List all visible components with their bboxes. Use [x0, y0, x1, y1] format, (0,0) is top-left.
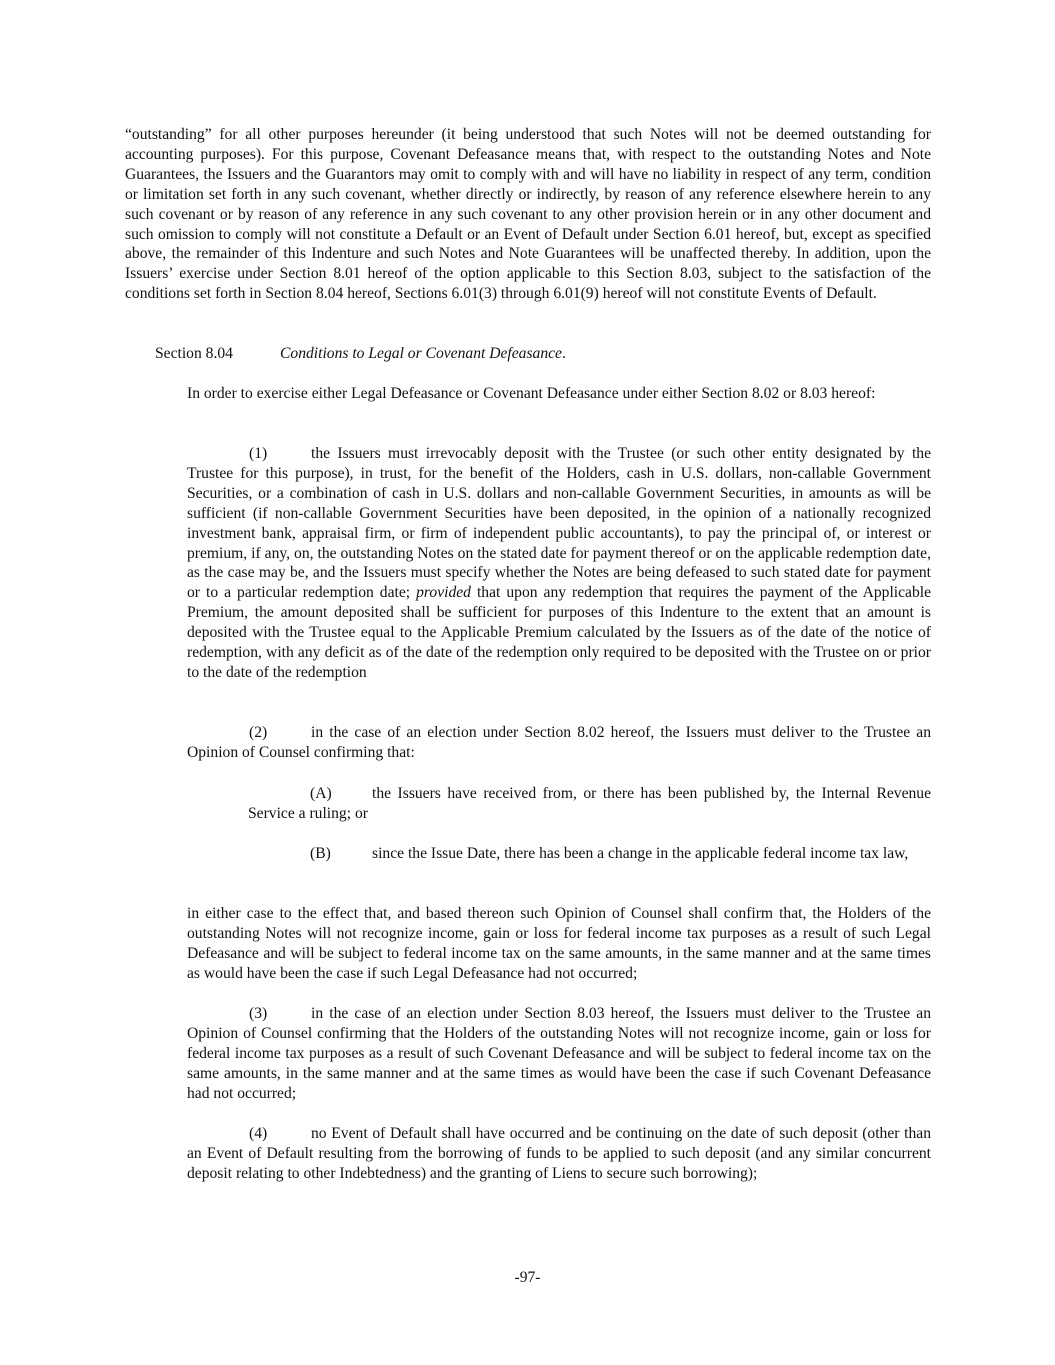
lead-paragraph: In order to exercise either Legal Defeasance or Covenant Defeasance under either Section 8.02 or 8.03 hereof: — [187, 385, 876, 402]
section-heading — [155, 344, 931, 364]
clause-2-number: (2) — [249, 724, 268, 741]
clause-4-number: (4) — [249, 1125, 268, 1142]
clause-2-a-text: the Issuers have received from, or there has been published by, the Internal Revenue Service a ruling; or — [248, 785, 931, 822]
section-title-period: . — [561, 345, 566, 362]
clause-2-a-number: (A) — [310, 785, 332, 802]
clause-4 — [187, 1124, 931, 1184]
clause-2-b-text: since the Issue Date, there has been a change in the applicable federal income tax law, — [372, 845, 909, 862]
clause-2-b-number: (B) — [310, 845, 331, 862]
clause-4-text: no Event of Default shall have occurred and be continuing on the date of such deposit (other than an Event of Default resulting from the borrowing of funds to be applied to such deposit (and any similar concurrent deposit relating to other Indebtedness) and the granting of Liens to secure such borrowing); — [187, 1125, 931, 1182]
clause-1-text-b: that upon any redemption that requires the payment of the Applicable Premium, the amount deposited shall be sufficient for purposes of this Indenture to the extent that an amount is deposited with the Trustee equal to the Applicable Premium calculated by the Issuers as of the date of the notice of redemption, with any deficit as of the date of the redemption only required to be deposited with the Trustee on or prior to the date of the redemption — [187, 584, 932, 681]
section-number: Section 8.04 — [155, 345, 233, 362]
page-number: -97- — [514, 1269, 541, 1286]
clause-3-text: in the case of an election under Section 8.03 hereof, the Issuers must deliver to the Trustee an Opinion of Counsel confirming that the Holders of the outstanding Notes will not recognize income, gain or loss for federal income tax purposes as a result of such Covenant Defeasance and will be subject to federal income tax on the same amounts, in the same manner and at the same times as would have been the case if such Covenant Defeasance had not occurred; — [187, 1005, 931, 1102]
clause-1-number: (1) — [249, 445, 268, 462]
clause-2-text: in the case of an election under Section 8.02 hereof, the Issuers must deliver to the Trustee an Opinion of Counsel confirming that: — [187, 724, 931, 761]
clause-1-emphasis: provided — [416, 584, 471, 602]
clause-2-a — [248, 784, 931, 824]
section-title: Conditions to Legal or Covenant Defeasance — [280, 345, 562, 362]
clause-3-number: (3) — [249, 1005, 268, 1022]
clause-1 — [187, 444, 931, 683]
clause-2-b — [248, 844, 931, 864]
clause-2-continuation: in either case to the effect that, and based thereon such Opinion of Counsel shall confirm that, the Holders of the outstanding Notes will not recognize income, gain or loss for federal income tax purposes as a result of such Legal Defeasance and will be subject to federal income tax on the same amounts, in the same manner and at the same times as would have been the case if such Legal Defeasance had not occurred; — [187, 905, 931, 982]
clause-1-text-a: the Issuers must irrevocably deposit with the Trustee (or such other entity designated by the Trustee for this purpose), in trust, for the benefit of the Holders, cash in U.S. dollars, non-callable Government Securities, or a combination of cash in U.S. dollars and non-callable Government Securities, in amounts as will be sufficient (if non-callable Government Securities have been deposited, in the opinion of a nationally recognized investment bank, appraisal firm, or firm of independent public accountants), to pay the principal of, or interest or premium, if any, on, the outstanding Notes on the stated date for payment thereof or on the applicable redemption date, as the case may be, and the Issuers must specify whether the Notes are being defeased to such stated date for payment or to a particular redemption date; — [187, 445, 931, 602]
clause-3 — [187, 1004, 931, 1104]
clause-2 — [187, 723, 931, 763]
intro-paragraph: “outstanding” for all other purposes hereunder (it being understood that such Notes will not be deemed outstanding for accounting purposes). For this purpose, Covenant Defeasance means that, with respect to the outstanding Notes and Note Guarantees, the Issuers and the Guarantors may omit to comply with and will have no liability in respect of any term, condition or limitation set forth in any such covenant, whether directly or indirectly, by reason of any reference elsewhere herein to any such covenant or by reason of any reference in any such covenant to any other provision herein or in any other document and such omission to comply will not constitute a Default or an Event of Default under Section 6.01 hereof, but, except as specified above, the remainder of this Indenture and such Notes and Note Guarantees will be unaffected thereby. In addition, upon the Issuers’ exercise under Section 8.01 hereof of the option applicable to this Section 8.03, subject to the satisfaction of the conditions set forth in Section 8.04 hereof, Sections 6.01(3) through 6.01(9) hereof will not constitute Events of Default. — [125, 126, 931, 303]
